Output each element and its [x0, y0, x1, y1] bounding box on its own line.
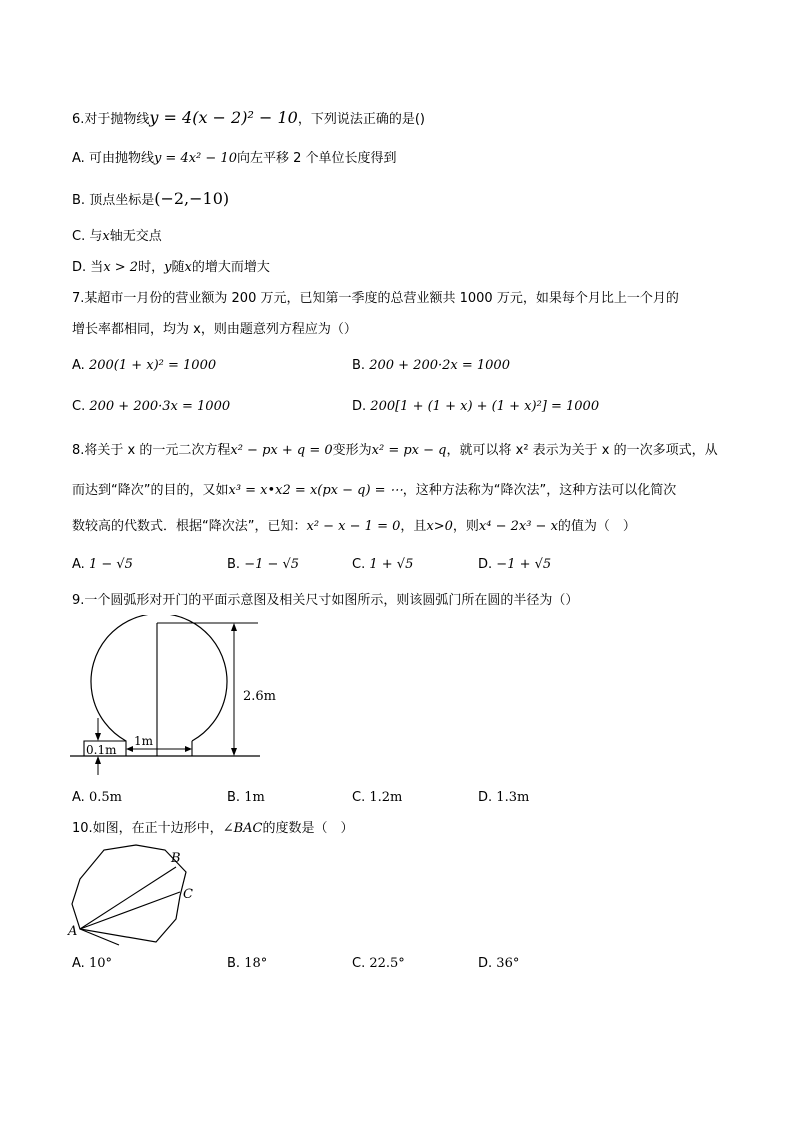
q8-l3-tail: 的值为（ ） [557, 519, 636, 534]
q6-stem-text: 6.对于抛物线 [72, 112, 150, 127]
q9-a-value: 0.5m [88, 790, 122, 805]
decagon-edge-bottom [80, 929, 119, 945]
fig-width-label: 1m [134, 734, 154, 748]
q6-c-variable: x [102, 229, 110, 244]
q9-option-c [352, 789, 402, 807]
q6-option-b [72, 190, 229, 210]
q7-stem-line1: 7.某超市一月份的营业额为 200 万元，已知第一季度的总营业额共 1000 万元，如果每个月比上一个月的 [72, 291, 679, 306]
q9-stem: 9.一个圆弧形对开门的平面示意图及相关尺寸如图所示，则该圆弧门所在圆的半径为（） [72, 593, 579, 608]
option-label: C. [352, 956, 366, 971]
option-label: A. [72, 956, 85, 971]
q8-l3-condition: x>0 [426, 519, 453, 534]
q8-stem-line3 [72, 518, 636, 536]
line-ac [80, 892, 180, 929]
q7-option-b [352, 357, 510, 375]
base-arrow-up [95, 756, 101, 764]
q8-l1-text2: 变形为 [332, 443, 372, 458]
point-a-label: A [68, 924, 78, 939]
q8-l3-text3: ，则 [452, 519, 479, 534]
fig-height-label: 2.6m [243, 689, 277, 704]
width-arrow-left [126, 746, 133, 752]
q8-l1-text: 8.将关于 x 的一元二次方程 [72, 443, 231, 458]
q10-stem-text: 10.如图，在正十边形中， [72, 821, 223, 836]
q6-a-tail: 向左平移 2 个单位长度得到 [236, 151, 397, 166]
q7-option-d [352, 398, 599, 416]
q6-d-text3: 随 [171, 260, 185, 275]
q8-b-value: −1 − √5 [244, 557, 300, 572]
line-ab [80, 867, 176, 929]
q10-option-b [227, 955, 267, 973]
option-label: D. [478, 557, 493, 572]
q7-c-equation: 200 + 200·3x = 1000 [89, 399, 231, 414]
option-label: B. [352, 358, 366, 373]
q6-d-y: y [164, 260, 172, 275]
width-arrow-right [185, 746, 192, 752]
q10-option-d [478, 955, 519, 973]
q9-arched-door-figure [70, 615, 290, 780]
q7-option-c [72, 398, 230, 416]
base-arrow-down [95, 733, 101, 741]
q10-stem [72, 820, 353, 838]
q7-b-equation: 200 + 200·2x = 1000 [369, 358, 510, 373]
q6-b-coordinate: (−2,−10) [154, 189, 230, 208]
q10-d-value: 36° [496, 956, 520, 971]
q6-a-text: 可由抛物线 [88, 151, 154, 166]
height-arrow-bottom [231, 748, 237, 756]
q9-option-d [478, 789, 529, 807]
q10-option-c [352, 955, 405, 973]
q9-d-value: 1.3m [496, 790, 530, 805]
point-b-label: B [171, 851, 181, 866]
q10-decagon-figure [66, 840, 206, 950]
q6-stem [72, 109, 425, 129]
q7-option-a [72, 357, 216, 375]
option-label: B. [227, 956, 241, 971]
q8-option-b [227, 556, 299, 574]
q6-d-text2: 时， [138, 260, 165, 275]
option-label: D. [478, 790, 493, 805]
option-label: C. [72, 229, 86, 244]
q6-d-tail: 的增大而增大 [191, 260, 270, 275]
option-label: A. [72, 358, 85, 373]
fig-base-label: 0.1m [86, 743, 117, 757]
q8-l1-equation1: x² − px + q = 0 [230, 443, 333, 458]
q8-option-d [478, 556, 551, 574]
q8-c-value: 1 + √5 [369, 557, 414, 572]
q10-stem-tail: 的度数是（ ） [262, 821, 354, 836]
q8-a-value: 1 − √5 [88, 557, 133, 572]
q9-option-b [227, 789, 265, 807]
q8-l1-equation2: x² = px − q [371, 443, 447, 458]
option-label: D. [72, 260, 87, 275]
height-arrow-top [231, 623, 237, 631]
option-label: A. [72, 557, 85, 572]
q6-option-a [72, 150, 397, 168]
q8-l1-tail: ，就可以将 x² 表示为关于 x 的一次多项式，从 [446, 443, 718, 458]
q10-b-value: 18° [244, 956, 268, 971]
option-label: C. [352, 790, 366, 805]
q8-option-c [352, 556, 413, 574]
q6-d-x: x [184, 260, 192, 275]
q7-a-equation: 200(1 + x)² = 1000 [88, 358, 217, 373]
q10-a-value: 10° [88, 956, 112, 971]
arch-outline [91, 615, 227, 741]
q8-l2-tail: ，这种方法称为“降次法”，这种方法可以化简次 [402, 483, 677, 498]
q6-option-d [72, 259, 270, 277]
option-label: C. [72, 399, 86, 414]
option-label: A. [72, 790, 85, 805]
q8-l2-equation: x³ = x•x2 = x(px − q) = ⋯ [228, 483, 403, 498]
q6-stem-equation: y = 4(x − 2)² − 10 [149, 108, 298, 127]
q8-l2-text: 而达到“降次”的目的，又如 [72, 483, 229, 498]
q8-stem-line2 [72, 482, 676, 500]
q10-angle: ∠BAC [222, 821, 263, 836]
q7-d-equation: 200[1 + (1 + x) + (1 + x)²] = 1000 [370, 399, 600, 414]
q6-d-condition: x > 2 [103, 260, 139, 275]
q6-d-text: 当 [90, 260, 104, 275]
q6-stem-tail: ，下列说法正确的是() [297, 112, 425, 127]
q9-b-value: 1m [244, 790, 265, 805]
option-label: D. [478, 956, 493, 971]
q6-option-c [72, 228, 162, 246]
q8-l3-equation1: x² − x − 1 = 0 [306, 519, 401, 534]
q8-option-a [72, 556, 133, 574]
q8-l3-text2: ，且 [400, 519, 427, 534]
regular-decagon [72, 845, 186, 942]
q6-b-text: 顶点坐标是 [89, 193, 155, 208]
q8-l3-text: 数较高的代数式．根据“降次法”，已知： [72, 519, 307, 534]
q7-stem-line2: 增长率都相同，均为 x，则由题意列方程应为（） [72, 322, 357, 337]
q9-c-value: 1.2m [369, 790, 403, 805]
q8-l3-equation2: x⁴ − 2x³ − x [478, 519, 558, 534]
q8-stem-line1 [72, 442, 718, 460]
q9-option-a [72, 789, 122, 807]
q8-d-value: −1 + √5 [496, 557, 552, 572]
option-label: B. [72, 193, 86, 208]
option-label: C. [352, 557, 366, 572]
q6-c-tail: 轴无交点 [109, 229, 162, 244]
q6-a-equation: y = 4x² − 10 [153, 151, 237, 166]
q6-c-text: 与 [89, 229, 103, 244]
point-c-label: C [183, 887, 193, 902]
q10-option-a [72, 955, 112, 973]
option-label: D. [352, 399, 367, 414]
option-label: A. [72, 151, 85, 166]
option-label: B. [227, 790, 241, 805]
option-label: B. [227, 557, 241, 572]
q10-c-value: 22.5° [369, 956, 405, 971]
